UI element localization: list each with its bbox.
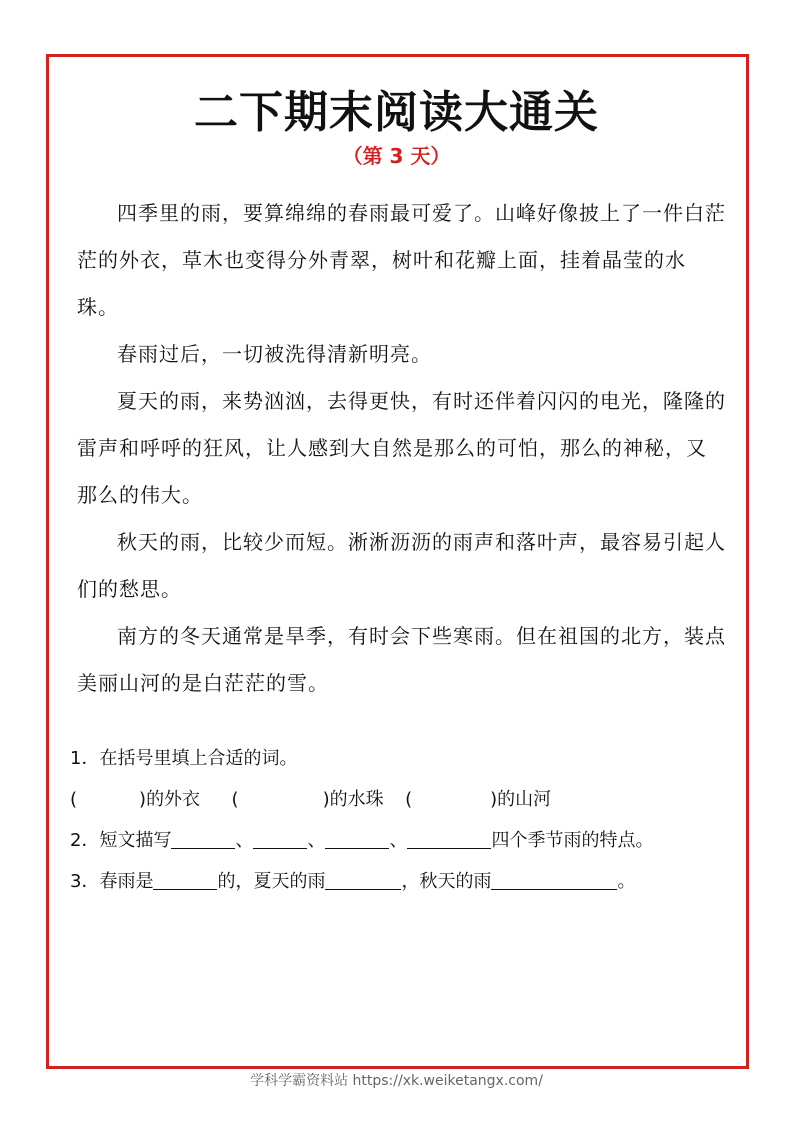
- question-2-prefix: 2．短文描写: [70, 830, 172, 851]
- question-3: [70, 861, 730, 902]
- passage-paragraph-1: 四季里的雨，要算绵绵的春雨最可爱了。山峰好像披上了一件白茫茫的外衣，草木也变得分外青翠，树叶和花瓣上面，挂着晶莹的水珠。: [77, 201, 726, 319]
- blank-item-2: 的水珠: [329, 789, 384, 810]
- separator: 、: [389, 830, 408, 851]
- question-3-mid1: 的，夏天的雨: [217, 871, 326, 892]
- questions-section: [70, 738, 730, 902]
- passage-paragraph-5: 南方的冬天通常是旱季，有时会下些寒雨。但在祖国的北方，装点美丽山河的是白茫茫的雪。: [77, 624, 726, 695]
- paren-close: ): [322, 789, 330, 810]
- question-2-suffix: 四个季节雨的特点。: [491, 830, 654, 851]
- page-title: 二下期末阅读大通关: [194, 87, 599, 138]
- reading-passage: [77, 190, 727, 707]
- answer-blank[interactable]: [253, 826, 307, 849]
- question-3-prefix: 3．春雨是: [70, 871, 154, 892]
- footer-watermark: 学科学霸资料站 https://xk.weiketangx.com/: [250, 1073, 543, 1089]
- page-subtitle: （第 3 天）: [342, 144, 451, 168]
- question-3-mid2: ，秋天的雨: [401, 871, 492, 892]
- question-3-end: 。: [617, 871, 636, 892]
- question-1-blanks: [70, 779, 730, 820]
- answer-blank[interactable]: [325, 826, 389, 849]
- answer-blank[interactable]: [407, 826, 491, 849]
- separator: 、: [235, 830, 254, 851]
- paren-open: (: [231, 789, 239, 810]
- paren-close: ): [490, 789, 498, 810]
- question-1: 1．在括号里填上合适的词。: [70, 748, 298, 769]
- answer-blank[interactable]: [325, 867, 401, 890]
- answer-blank[interactable]: [171, 826, 235, 849]
- passage-paragraph-2: 春雨过后，一切被洗得清新明亮。: [117, 342, 432, 366]
- paren-open: (: [70, 789, 78, 810]
- separator: 、: [307, 830, 326, 851]
- blank-item-1: 的外衣: [146, 789, 201, 810]
- question-2: [70, 820, 730, 861]
- passage-paragraph-4: 秋天的雨，比较少而短。淅淅沥沥的雨声和落叶声，最容易引起人们的愁思。: [77, 530, 726, 601]
- blank-item-3: 的山河: [497, 789, 552, 810]
- paren-close: ): [139, 789, 147, 810]
- passage-paragraph-3: 夏天的雨，来势汹汹，去得更快，有时还伴着闪闪的电光，隆隆的雷声和呼呼的狂风，让人感到大自然是那么的可怕，那么的神秘，又那么的伟大。: [77, 389, 726, 507]
- answer-blank[interactable]: [491, 867, 617, 890]
- answer-blank[interactable]: [153, 867, 217, 890]
- paren-open: (: [405, 789, 413, 810]
